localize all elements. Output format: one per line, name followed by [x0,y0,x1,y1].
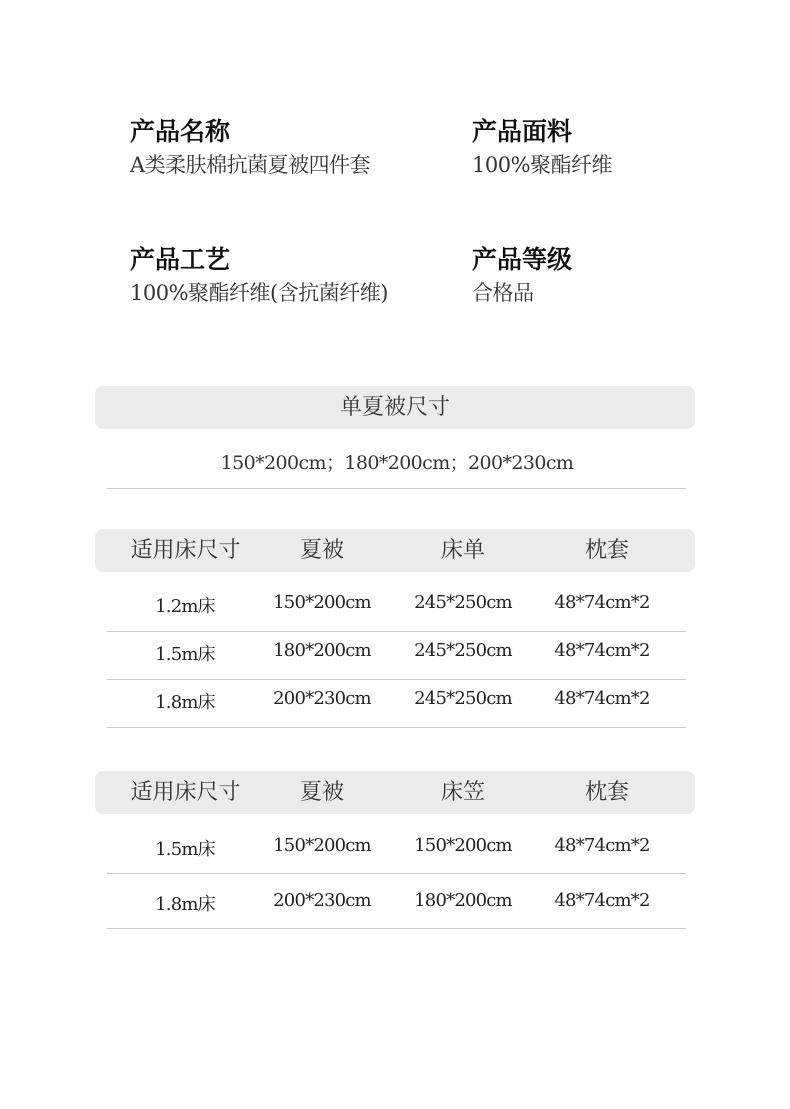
cell-fitted-sheet: 180*200cm [414,890,512,911]
header-bed-size: 适用床尺寸 [130,538,241,563]
header-fitted-sheet: 床笠 [440,780,485,805]
spec-value: 100%聚酯纤维(含抗菌纤维) [130,281,388,305]
cell-bed-size: 1.5m床 [155,644,215,665]
cell-pillowcase: 48*74cm*2 [554,688,650,709]
cell-quilt: 180*200cm [273,640,371,661]
table-fitted-header-bar [95,771,695,814]
cell-fitted-sheet: 150*200cm [414,835,512,856]
cell-sheet: 245*250cm [414,688,512,709]
spec-craft [130,245,388,307]
spec-label: 产品面料 [472,117,573,146]
table-sheet-header-bar [95,529,695,572]
divider [107,631,686,632]
header-pillowcase: 枕套 [584,780,629,805]
single-quilt-title: 单夏被尺寸 [339,395,450,420]
single-quilt-sizes: 150*200cm；180*200cm；200*230cm [220,452,574,474]
cell-quilt: 150*200cm [273,835,371,856]
divider [107,727,686,728]
cell-quilt: 200*230cm [273,890,371,911]
spec-label: 产品名称 [130,117,231,146]
cell-quilt: 200*230cm [273,688,371,709]
cell-quilt: 150*200cm [273,592,371,613]
spec-label: 产品等级 [472,245,573,274]
header-bed-size: 适用床尺寸 [130,780,241,805]
spec-grade [472,245,572,307]
header-quilt: 夏被 [299,780,344,805]
cell-bed-size: 1.2m床 [155,596,215,617]
spec-fabric [472,117,612,179]
cell-bed-size: 1.8m床 [155,894,215,915]
spec-value: A类柔肤棉抗菌夏被四件套 [130,153,371,177]
cell-sheet: 245*250cm [414,640,512,661]
cell-sheet: 245*250cm [414,592,512,613]
cell-pillowcase: 48*74cm*2 [554,890,650,911]
cell-bed-size: 1.5m床 [155,839,215,860]
cell-bed-size: 1.8m床 [155,692,215,713]
single-quilt-header-bar [95,386,695,429]
divider [107,928,686,929]
spec-label: 产品工艺 [130,245,231,274]
divider [107,873,686,874]
spec-product-name [130,117,370,179]
cell-pillowcase: 48*74cm*2 [554,592,650,613]
cell-pillowcase: 48*74cm*2 [554,835,650,856]
divider [107,488,686,489]
spec-value: 100%聚酯纤维 [472,153,613,177]
spec-value: 合格品 [472,281,534,305]
header-flat-sheet: 床单 [440,538,485,563]
cell-pillowcase: 48*74cm*2 [554,640,650,661]
header-quilt: 夏被 [299,538,344,563]
header-pillowcase: 枕套 [584,538,629,563]
divider [107,679,686,680]
